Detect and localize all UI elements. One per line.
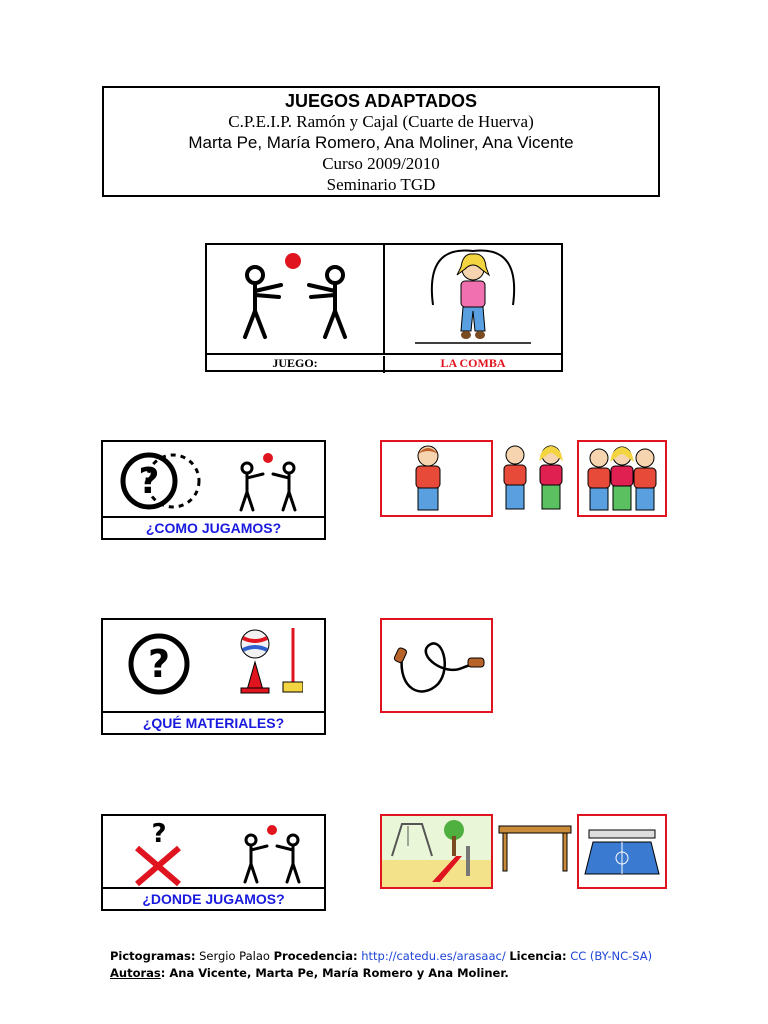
source-link[interactable]: http://catedu.es/arasaac/ — [361, 949, 506, 963]
footer-line-1 — [110, 948, 652, 965]
svg-text:?: ? — [151, 819, 167, 849]
jump-rope-frame — [380, 618, 493, 713]
ball-throw-icon — [207, 245, 381, 351]
court-icon — [579, 816, 665, 887]
where-box — [101, 814, 326, 911]
authors-value: : Ana Vicente, Marta Pe, María Romero y Ana Moliner. — [160, 966, 509, 980]
license-label: Licencia: — [509, 949, 567, 963]
pictos-label: Pictogramas: — [110, 949, 196, 963]
game-table — [205, 243, 563, 372]
seminar-line: Seminario TGD — [326, 175, 436, 194]
source-label: Procedencia: — [273, 949, 358, 963]
game-pictogram-cell — [207, 245, 385, 353]
court-frame — [577, 814, 667, 889]
license-link[interactable]: CC (BY-NC-SA) — [570, 949, 653, 963]
question-icon — [119, 446, 299, 516]
kid-icon — [382, 442, 491, 515]
header-box — [102, 86, 660, 197]
course-line: Curso 2009/2010 — [322, 154, 440, 173]
doc-title: JUEGOS ADAPTADOS — [284, 91, 478, 111]
pair-kids-icon — [497, 441, 573, 516]
school-name: C.P.E.I.P. Ramón y Cajal (Cuarte de Huerva) — [228, 112, 534, 131]
jump-rope-girl-icon — [385, 245, 561, 351]
group-kids-frame — [577, 440, 667, 517]
svg-text:?: ? — [138, 461, 160, 502]
how-box — [101, 440, 326, 540]
table-icon — [497, 824, 573, 874]
footer — [110, 948, 652, 982]
group-kids-icon — [579, 442, 665, 515]
how-label: ¿COMO JUGAMOS? — [103, 516, 324, 538]
footer-line-2 — [110, 965, 652, 982]
game-photo-cell — [385, 245, 561, 353]
game-label-row — [207, 353, 561, 372]
where-label: ¿DONDE JUGAMOS? — [103, 887, 324, 909]
pictos-value: Sergio Palao — [199, 949, 270, 963]
materials-label: ¿QUÉ MATERIALES? — [103, 711, 324, 733]
authors-label: Autoras — [110, 966, 161, 980]
playground-frame — [380, 814, 493, 889]
ball-cone-icon — [123, 624, 303, 704]
game-label: JUEGO: — [207, 356, 385, 373]
playground-icon — [382, 816, 491, 887]
svg-text:?: ? — [147, 642, 171, 686]
authors-line: Marta Pe, María Romero, Ana Moliner, Ana Vicente — [188, 133, 574, 152]
jump-rope-icon — [382, 620, 491, 711]
no-question-icon — [121, 818, 311, 888]
single-kid-frame — [380, 440, 493, 517]
game-name: LA COMBA — [440, 356, 506, 370]
materials-box — [101, 618, 326, 735]
